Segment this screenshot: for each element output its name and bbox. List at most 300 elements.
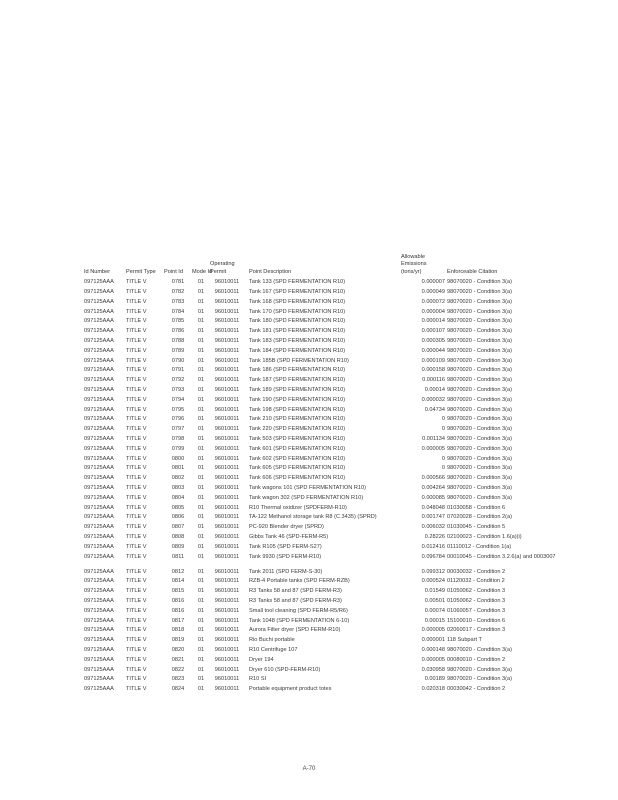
cell-allowable-emissions: 0.000005 — [421, 656, 445, 663]
cell-allowable-emissions: 0.004264 — [421, 484, 445, 491]
cell-permit-type: TITLE V — [126, 367, 147, 374]
cell-mode-id: 01 — [197, 426, 205, 433]
cell-id-number: 097125AAA — [84, 298, 114, 305]
cell-enforceable-citation: 02060017 - Condition 3 — [447, 627, 506, 634]
cell-operating-permit: 96010011 — [214, 377, 240, 384]
cell-enforceable-citation: 98070020 - Condition 3(a) — [447, 676, 512, 683]
cell-permit-type: TITLE V — [126, 637, 147, 644]
cell-point-id: 0804 — [171, 494, 185, 501]
cell-point-id: 0812 — [171, 568, 185, 575]
cell-enforceable-citation: 98070020 - Condition 3(a) — [447, 465, 512, 472]
table-row — [84, 568, 618, 578]
cell-id-number: 097125AAA — [84, 666, 114, 673]
cell-allowable-emissions: 0.000032 — [421, 396, 445, 403]
cell-id-number: 097125AAA — [84, 357, 114, 364]
cell-point-id: 0817 — [171, 617, 185, 624]
cell-allowable-emissions: 0.000305 — [421, 338, 445, 344]
cell-point-description: R3 Tanks 58 and 87 (SPD FERM-R3) — [249, 597, 342, 604]
cell-id-number: 097125AAA — [84, 686, 114, 693]
cell-enforceable-citation: 98070020 - Condition 3(a) — [447, 279, 512, 286]
cell-allowable-emissions: 0.000005 — [421, 445, 445, 452]
cell-permit-type: TITLE V — [126, 597, 147, 604]
cell-point-description: PC-920 Blender dryer (SPRD) — [249, 524, 324, 531]
cell-point-id: 0801 — [171, 465, 185, 472]
cell-enforceable-citation: 98070020 - Condition 3(a) — [447, 386, 512, 393]
cell-enforceable-citation: 98070020 - Condition 3(a) — [447, 298, 512, 305]
cell-point-description: Tank 9930 (SPD FERM-R10) — [249, 553, 322, 560]
cell-point-description: Tank 601 (SPD FERMENTATION R10) — [249, 445, 346, 452]
cell-point-description: Tank 168 (SPD FERMENTATION R10) — [249, 298, 346, 305]
cell-mode-id: 01 — [197, 289, 205, 296]
cell-mode-id: 01 — [197, 318, 205, 325]
cell-mode-id: 01 — [197, 627, 205, 634]
cell-point-description: Tank 602 (SPD FERMENTATION R10) — [249, 455, 346, 462]
cell-id-number: 097125AAA — [84, 607, 114, 614]
table-row — [84, 656, 618, 666]
cell-mode-id: 01 — [197, 686, 205, 693]
cell-point-id: 0807 — [171, 524, 185, 531]
cell-point-description: R10 Centrifuge 107 — [249, 646, 298, 653]
cell-point-description: Tank 186 (SPD FERMENTATION R10) — [249, 367, 346, 374]
cell-mode-id: 01 — [197, 279, 205, 286]
cell-point-description: RZB-4 Portable tanks (SPD FERM-RZB) — [249, 578, 350, 585]
cell-permit-type: TITLE V — [126, 445, 147, 452]
cell-allowable-emissions: 0.000001 — [421, 637, 445, 644]
cell-point-id: 0795 — [171, 406, 185, 413]
table-body — [84, 278, 618, 695]
cell-mode-id: 01 — [197, 338, 205, 344]
cell-operating-permit: 96010011 — [214, 553, 240, 560]
cell-enforceable-citation: 98070020 - Condition 3(a) — [447, 475, 512, 482]
cell-point-description: Tank 181 (SPD FERMENTATION R10) — [249, 328, 346, 335]
cell-point-description: Tank 606 (SPD FERMENTATION R10) — [249, 475, 346, 482]
cell-id-number: 097125AAA — [84, 475, 114, 482]
cell-point-description: R10 SI — [249, 676, 267, 683]
cell-id-number: 097125AAA — [84, 338, 114, 344]
cell-allowable-emissions: 0.000014 — [421, 318, 445, 325]
cell-mode-id: 01 — [197, 524, 205, 531]
cell-enforceable-citation: 98070020 - Condition 3(a) — [447, 646, 512, 653]
cell-enforceable-citation: 98070020 - Condition 3(a) — [447, 416, 512, 423]
cell-id-number: 097125AAA — [84, 367, 114, 374]
cell-point-description: Tank 133 (SPD FERMENTATION R10) — [249, 279, 346, 286]
cell-id-number: 097125AAA — [84, 524, 114, 531]
cell-enforceable-citation: 98070020 - Condition 3(a) — [447, 484, 512, 491]
cell-point-description: R10 Thermal oxidizer (SPDFERM-R10) — [249, 504, 347, 511]
cell-permit-type: TITLE V — [126, 646, 147, 653]
cell-point-id: 0790 — [171, 357, 185, 364]
cell-permit-type: TITLE V — [126, 416, 147, 423]
cell-id-number: 097125AAA — [84, 465, 114, 472]
cell-allowable-emissions: 0.099312 — [421, 568, 445, 575]
cell-permit-type: TITLE V — [126, 514, 147, 521]
cell-point-description: Portable equipment product totes — [249, 686, 332, 693]
table-row — [84, 435, 618, 445]
header-operating-permit: Operating Permit — [210, 261, 235, 275]
cell-enforceable-citation: 98070020 - Condition 3(a) — [447, 357, 512, 364]
cell-mode-id: 01 — [197, 347, 205, 354]
cell-mode-id: 01 — [197, 367, 205, 374]
table-row — [84, 636, 618, 646]
cell-point-id: 0815 — [171, 588, 185, 595]
cell-point-id: 0803 — [171, 484, 185, 491]
cell-permit-type: TITLE V — [126, 568, 147, 575]
cell-mode-id: 01 — [197, 617, 205, 624]
cell-point-id: 0811 — [171, 553, 185, 560]
table-header-row — [84, 254, 618, 278]
cell-mode-id: 01 — [197, 445, 205, 452]
cell-operating-permit: 96010011 — [214, 533, 240, 540]
cell-allowable-emissions: 0.00189 — [424, 676, 445, 683]
cell-operating-permit: 96010011 — [214, 416, 240, 423]
cell-point-id: 0808 — [171, 533, 185, 540]
cell-point-description: Dryer 610 (SPD-FERM-R10) — [249, 666, 321, 673]
cell-point-id: 0806 — [171, 514, 185, 521]
cell-point-description: Tank 184 (SPD FERMENTATION R10) — [249, 347, 346, 354]
cell-operating-permit: 96010011 — [214, 328, 240, 335]
table-row — [84, 425, 618, 435]
cell-mode-id: 01 — [197, 298, 205, 305]
cell-allowable-emissions: 0.000004 — [421, 308, 445, 315]
cell-permit-type: TITLE V — [126, 504, 147, 511]
cell-operating-permit: 96010011 — [214, 475, 240, 482]
cell-enforceable-citation: 01120032 - Condition 2 — [447, 578, 505, 585]
header-allowable-emissions: Allowable Emissions (tons/yr) — [401, 254, 427, 275]
table-row — [84, 675, 618, 685]
cell-permit-type: TITLE V — [126, 607, 147, 614]
cell-operating-permit: 96010011 — [214, 646, 240, 653]
cell-enforceable-citation: 00030032 - Condition 2 — [447, 568, 506, 575]
cell-mode-id: 01 — [197, 386, 205, 393]
cell-enforceable-citation: 01030045 - Condition 5 — [447, 524, 506, 531]
cell-permit-type: TITLE V — [126, 533, 147, 540]
cell-allowable-emissions: 0.000158 — [421, 367, 445, 374]
cell-permit-type: TITLE V — [126, 435, 147, 442]
cell-point-id: 0819 — [171, 637, 185, 644]
table-row — [84, 455, 618, 465]
cell-allowable-emissions: 0.020318 — [421, 686, 445, 693]
cell-enforceable-citation: 98070020 - Condition 3(a) — [447, 318, 512, 325]
cell-point-description: Tank 2011 (SPD FERM-S-30) — [249, 568, 323, 575]
cell-id-number: 097125AAA — [84, 416, 114, 423]
cell-permit-type: TITLE V — [126, 656, 147, 663]
cell-permit-type: TITLE V — [126, 386, 147, 393]
table-row — [84, 617, 618, 627]
cell-mode-id: 01 — [197, 475, 205, 482]
cell-allowable-emissions: 0.01549 — [424, 588, 445, 595]
cell-permit-type: TITLE V — [126, 298, 147, 305]
cell-permit-type: TITLE V — [126, 543, 147, 550]
cell-id-number: 097125AAA — [84, 637, 114, 644]
cell-mode-id: 01 — [197, 357, 205, 364]
cell-id-number: 097125AAA — [84, 494, 114, 501]
cell-permit-type: TITLE V — [126, 627, 147, 634]
table-row — [84, 666, 618, 676]
cell-operating-permit: 96010011 — [214, 435, 240, 442]
cell-permit-type: TITLE V — [126, 357, 147, 364]
cell-point-description: Tank 1048 (SPD FERMENTATION 6-10) — [249, 617, 350, 624]
cell-operating-permit: 96010011 — [214, 627, 240, 634]
header-permit-type: Permit Type — [126, 268, 156, 275]
cell-mode-id: 01 — [197, 543, 205, 550]
cell-point-id: 0814 — [171, 578, 185, 585]
cell-operating-permit: 96010011 — [214, 686, 240, 693]
cell-id-number: 097125AAA — [84, 676, 114, 683]
cell-allowable-emissions: 0.00015 — [424, 617, 445, 624]
cell-enforceable-citation: 98070020 - Condition 3(a) — [447, 308, 512, 315]
table-row — [84, 337, 618, 347]
cell-id-number: 097125AAA — [84, 553, 114, 560]
cell-point-id: 0821 — [171, 656, 185, 663]
cell-allowable-emissions: 0 — [441, 416, 445, 423]
cell-operating-permit: 96010011 — [214, 406, 240, 413]
cell-point-id: 0816 — [171, 607, 185, 614]
cell-enforceable-citation: 98070020 - Condition 3(a) — [447, 367, 512, 374]
cell-point-id: 0796 — [171, 416, 185, 423]
cell-permit-type: TITLE V — [126, 455, 147, 462]
cell-id-number: 097125AAA — [84, 279, 114, 286]
table-row — [84, 288, 618, 298]
cell-point-id: 0816 — [171, 597, 185, 604]
cell-enforceable-citation: 98070020 - Condition 3(a) — [447, 396, 512, 403]
cell-operating-permit: 96010011 — [214, 308, 240, 315]
cell-permit-type: TITLE V — [126, 578, 147, 585]
table-row — [84, 464, 618, 474]
cell-permit-type: TITLE V — [126, 328, 147, 335]
cell-operating-permit: 96010011 — [214, 656, 240, 663]
cell-enforceable-citation: 98070020 - Condition 3(a) — [447, 666, 512, 673]
cell-operating-permit: 96010011 — [214, 396, 240, 403]
cell-allowable-emissions: 0.012416 — [421, 543, 445, 550]
cell-allowable-emissions: 0.096784 — [421, 553, 445, 560]
cell-permit-type: TITLE V — [126, 666, 147, 673]
table-row — [84, 278, 618, 288]
cell-point-description: Rio Buchi portable — [249, 637, 295, 644]
cell-permit-type: TITLE V — [126, 553, 147, 560]
table-row — [84, 317, 618, 327]
table-row — [84, 543, 618, 553]
cell-id-number: 097125AAA — [84, 318, 114, 325]
cell-allowable-emissions: 0.000044 — [421, 347, 445, 354]
cell-point-description: Tank 503 (SPD FERMENTATION R10) — [249, 435, 346, 442]
cell-id-number: 097125AAA — [84, 328, 114, 335]
table-row — [84, 415, 618, 425]
cell-allowable-emissions: 0.000116 — [422, 377, 445, 384]
cell-point-description: Tank 605 (SPD FERMENTATION R10) — [249, 465, 346, 472]
cell-point-id: 0820 — [171, 646, 185, 653]
cell-point-description: Dryer 194 — [249, 656, 274, 663]
cell-permit-type: TITLE V — [126, 676, 147, 683]
cell-operating-permit: 96010011 — [214, 455, 240, 462]
cell-point-id: 0800 — [171, 455, 185, 462]
table-row — [84, 685, 618, 695]
cell-mode-id: 01 — [197, 514, 205, 521]
cell-point-id: 0792 — [171, 377, 185, 384]
cell-allowable-emissions: 0 — [441, 465, 445, 472]
cell-operating-permit: 96010011 — [214, 524, 240, 531]
cell-mode-id: 01 — [197, 676, 205, 683]
cell-permit-type: TITLE V — [126, 494, 147, 501]
cell-mode-id: 01 — [197, 406, 205, 413]
cell-permit-type: TITLE V — [126, 686, 147, 693]
cell-enforceable-citation: 02100023 - Condition 1.6(a)(i) — [447, 533, 522, 540]
cell-point-id: 0784 — [171, 308, 185, 315]
cell-id-number: 097125AAA — [84, 514, 114, 521]
cell-operating-permit: 96010011 — [214, 465, 240, 472]
table-row — [84, 587, 618, 597]
cell-mode-id: 01 — [197, 484, 205, 491]
table-row — [84, 646, 618, 656]
cell-permit-type: TITLE V — [126, 484, 147, 491]
cell-id-number: 097125AAA — [84, 504, 114, 511]
cell-enforceable-citation: 98070020 - Condition 3(a) — [447, 445, 512, 452]
cell-point-id: 0799 — [171, 445, 185, 452]
cell-allowable-emissions: 0.000148 — [421, 646, 445, 653]
cell-point-id: 0823 — [171, 676, 185, 683]
cell-id-number: 097125AAA — [84, 396, 114, 403]
cell-id-number: 097125AAA — [84, 435, 114, 442]
cell-point-description: Tank 170 (SPD FERMENTATION R10) — [249, 308, 346, 315]
cell-operating-permit: 96010011 — [214, 494, 240, 501]
cell-point-description: Tank 183 (SPD FERMENTATION R10) — [249, 338, 346, 344]
cell-allowable-emissions: 0.00014 — [424, 386, 445, 393]
cell-allowable-emissions: 0.030958 — [421, 666, 445, 673]
cell-operating-permit: 96010011 — [214, 637, 240, 644]
cell-allowable-emissions: 0.000007 — [421, 279, 445, 286]
cell-id-number: 097125AAA — [84, 455, 114, 462]
cell-permit-type: TITLE V — [126, 406, 147, 413]
cell-allowable-emissions: 0.000049 — [421, 289, 445, 296]
cell-point-description: Tank 220 (SPD FERMENTATION R10) — [249, 426, 346, 433]
cell-operating-permit: 96010011 — [214, 676, 240, 683]
cell-operating-permit: 96010011 — [214, 514, 240, 521]
cell-id-number: 097125AAA — [84, 588, 114, 595]
cell-mode-id: 01 — [197, 455, 205, 462]
table-row — [84, 597, 618, 607]
cell-point-description: Tank 198 (SPD FERMENTATION R10) — [249, 406, 346, 413]
cell-point-description: Tank wagon 302 (SPD FERMENTATION R10) — [249, 494, 364, 501]
table-row — [84, 607, 618, 617]
cell-point-description: Tank 190 (SPD FERMENTATION R10) — [249, 396, 346, 403]
cell-enforceable-citation: 15100010 - Condition 6 — [447, 617, 506, 624]
cell-id-number: 097125AAA — [84, 597, 114, 604]
cell-id-number: 097125AAA — [84, 543, 114, 550]
cell-operating-permit: 96010011 — [214, 578, 240, 585]
page-number: A-70 — [302, 766, 316, 772]
cell-id-number: 097125AAA — [84, 617, 114, 624]
cell-permit-type: TITLE V — [126, 426, 147, 433]
table-row — [84, 357, 618, 367]
cell-point-id: 0788 — [171, 338, 185, 344]
cell-enforceable-citation: 98070020 - Condition 3(a) — [447, 289, 512, 296]
cell-mode-id: 01 — [197, 588, 205, 595]
header-id-number: Id Number — [84, 268, 111, 275]
cell-permit-type: TITLE V — [126, 396, 147, 403]
cell-allowable-emissions: 0.000005 — [421, 627, 445, 634]
cell-mode-id: 01 — [197, 578, 205, 585]
cell-enforceable-citation: 07020028 - Condition 2(a) — [447, 514, 512, 521]
cell-point-id: 0789 — [171, 347, 185, 354]
cell-mode-id: 01 — [197, 416, 205, 423]
cell-allowable-emissions: 0 — [441, 455, 445, 462]
cell-id-number: 097125AAA — [84, 426, 114, 433]
cell-point-id: 0802 — [171, 475, 185, 482]
cell-id-number: 097125AAA — [84, 377, 114, 384]
cell-point-id: 0822 — [171, 666, 185, 673]
cell-point-id: 0782 — [171, 289, 185, 296]
table-row — [84, 494, 618, 504]
table-row — [84, 298, 618, 308]
cell-enforceable-citation: 01110012 - Condition 1(a) — [447, 543, 512, 550]
cell-allowable-emissions: 0.000524 — [421, 578, 445, 585]
table-row — [84, 504, 618, 514]
cell-operating-permit: 96010011 — [214, 588, 240, 595]
cell-permit-type: TITLE V — [126, 524, 147, 531]
cell-point-description: Small tool cleaning (SPD FERM-R5/R6) — [249, 607, 348, 614]
cell-mode-id: 01 — [197, 308, 205, 315]
cell-mode-id: 01 — [197, 328, 205, 335]
cell-allowable-emissions: 0.048048 — [421, 504, 445, 511]
cell-id-number: 097125AAA — [84, 347, 114, 354]
cell-operating-permit: 96010011 — [214, 617, 240, 624]
cell-mode-id: 01 — [197, 597, 205, 604]
table-row — [84, 533, 618, 543]
cell-point-description: Tank 167 (SPD FERMENTATION R10) — [249, 289, 346, 296]
cell-id-number: 097125AAA — [84, 646, 114, 653]
cell-allowable-emissions: 0.000085 — [421, 494, 445, 501]
cell-enforceable-citation: 98070020 - Condition 3(a) — [447, 338, 512, 344]
cell-permit-type: TITLE V — [126, 617, 147, 624]
cell-allowable-emissions: 0.00501 — [424, 597, 445, 604]
cell-allowable-emissions: 0.001747 — [421, 514, 445, 521]
cell-point-id: 0824 — [171, 686, 185, 693]
cell-mode-id: 01 — [197, 666, 205, 673]
cell-enforceable-citation: 00080010 - Condition 2 — [447, 656, 506, 663]
table-row — [84, 406, 618, 416]
cell-mode-id: 01 — [197, 607, 205, 614]
cell-mode-id: 01 — [197, 504, 205, 511]
cell-point-id: 0785 — [171, 318, 185, 325]
cell-point-description: Tank wagons 101 (SPD FERMENTATION R10) — [249, 484, 366, 491]
cell-permit-type: TITLE V — [126, 338, 147, 344]
table-row — [84, 553, 618, 568]
table-row — [84, 366, 618, 376]
cell-operating-permit: 96010011 — [214, 386, 240, 393]
cell-mode-id: 01 — [197, 465, 205, 472]
cell-id-number: 097125AAA — [84, 533, 114, 540]
cell-enforceable-citation: 00030042 - Condition 2 — [447, 686, 506, 693]
cell-operating-permit: 96010011 — [214, 338, 240, 344]
cell-point-id: 0793 — [171, 386, 185, 393]
cell-point-id: 0805 — [171, 504, 185, 511]
table-row — [84, 347, 618, 357]
cell-enforceable-citation: 98070020 - Condition 3(a) — [447, 347, 512, 354]
cell-id-number: 097125AAA — [84, 578, 114, 585]
cell-point-description: R3 Tanks 58 and 87 (SPD FERM-R3) — [249, 588, 342, 595]
cell-operating-permit: 96010011 — [214, 357, 240, 364]
cell-point-description: Tank 189 (SPD FERMENTATION R10) — [249, 386, 346, 393]
cell-enforceable-citation: 01030058 - Condition 6 — [447, 504, 506, 511]
cell-mode-id: 01 — [197, 435, 205, 442]
cell-enforceable-citation: 01050062 - Condition 3 — [447, 588, 506, 595]
cell-point-description: Tank 210 (SPD FERMENTATION R10) — [249, 416, 346, 423]
cell-point-description: Aurora Filter dryer (SPD FERM-R10) — [249, 627, 341, 634]
cell-enforceable-citation: 98070020 - Condition 3(a) — [447, 455, 512, 462]
cell-operating-permit: 96010011 — [214, 347, 240, 354]
header-point-id: Point Id — [164, 268, 183, 275]
cell-id-number: 097125AAA — [84, 484, 114, 491]
cell-point-id: 0783 — [171, 298, 185, 305]
